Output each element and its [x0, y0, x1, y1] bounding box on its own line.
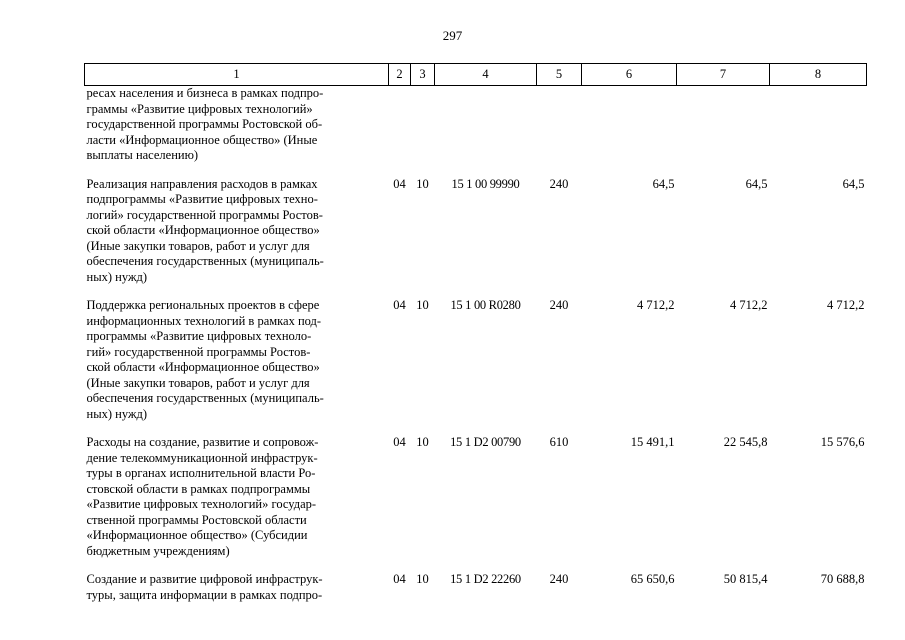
cell-amount-col6: 4 712,2: [637, 298, 675, 312]
cell-expense-type: [537, 86, 582, 172]
description-line: обеспечения государственных (муниципаль-: [86, 391, 324, 405]
column-header-3: 3: [411, 64, 435, 86]
cell-subsection: 10: [416, 298, 429, 312]
table-row: [85, 430, 867, 567]
header-row: [85, 64, 867, 86]
table-row: [85, 567, 867, 611]
cell-amount-col7: [677, 86, 770, 172]
column-header-1: 1: [85, 64, 389, 86]
description-line: дение телекоммуникационной инфраструк-: [86, 450, 318, 465]
cell-target-code: [435, 86, 537, 172]
row-description: [85, 172, 389, 294]
cell-expense-type: 240: [549, 176, 569, 191]
description-line: (Иные закупки товаров, работ и услуг для: [86, 238, 310, 253]
cell-subsection: 10: [416, 176, 429, 191]
column-header-2: 2: [389, 64, 411, 86]
description-line: «Информационное общество» (Субсидии: [86, 528, 308, 542]
description-line: ных) нужд): [86, 269, 148, 284]
description-line: туры, защита информации в рамках подпро-: [86, 587, 323, 602]
cell-subsection: 10: [416, 435, 429, 449]
description-line: Поддержка региональных проектов в сфере: [86, 298, 320, 312]
cell-amount-col8: 4 712,2: [827, 298, 865, 312]
cell-amount-col6: [582, 86, 677, 172]
description-line: программы «Развитие цифровых техноло-: [86, 329, 312, 343]
cell-amount-col8: [770, 86, 867, 172]
cell-expense-type: 240: [549, 572, 569, 586]
cell-section: 04: [393, 298, 406, 312]
description-line: обеспечения государственных (муниципаль-: [86, 254, 324, 268]
cell-amount-col7: 4 712,2: [730, 298, 768, 312]
description-line: ласти «Информационное общество» (Иные: [86, 132, 318, 147]
table-row: [85, 86, 867, 172]
column-header-5: 5: [537, 64, 582, 86]
cell-section: [389, 86, 411, 172]
description-line: (Иные закупки товаров, работ и услуг для: [86, 375, 310, 390]
cell-amount-col6: 15 491,1: [630, 435, 675, 449]
description-line: бюджетным учреждениям): [86, 543, 230, 558]
cell-subsection: [411, 86, 435, 172]
cell-amount-col8: 64,5: [842, 176, 865, 191]
description-line: Расходы на создание, развитие и сопровож-: [86, 435, 319, 449]
description-line: «Развитие цифровых технологий» государ-: [86, 497, 317, 511]
description-line: туры в органах исполнительной власти Ро-: [86, 466, 316, 480]
description-line: граммы «Развитие цифровых технологий»: [86, 101, 313, 116]
description-line: подпрограммы «Развитие цифровых техно-: [86, 192, 318, 206]
page-number: 297: [442, 28, 463, 43]
cell-amount-col6: 64,5: [652, 176, 675, 191]
cell-amount-col7: 50 815,4: [723, 572, 768, 586]
description-line: ской области «Информационное общество»: [86, 223, 320, 237]
description-line: ственной программы Ростовской области: [86, 512, 307, 527]
description-line: информационных технологий в рамках под-: [86, 313, 322, 328]
cell-amount-col6: 65 650,6: [630, 572, 675, 586]
row-description: [85, 293, 389, 430]
description-line: ской области «Информационное общество»: [86, 360, 320, 374]
column-header-8: 8: [770, 64, 867, 86]
cell-target-code: 15 1 D2 00790: [450, 435, 521, 449]
description-line: стовской области в рамках подпрограммы: [86, 481, 311, 496]
cell-expense-type: 610: [549, 435, 569, 449]
table-row: [85, 172, 867, 294]
description-line: выплаты населению): [86, 148, 199, 162]
description-line: Реализация направления расходов в рамках: [86, 176, 318, 191]
cell-amount-col8: 70 688,8: [820, 572, 865, 586]
cell-amount-col8: 15 576,6: [820, 435, 865, 449]
cell-section: 04: [393, 176, 406, 191]
cell-amount-col7: 64,5: [745, 176, 768, 191]
cell-amount-col7: 22 545,8: [723, 435, 768, 449]
description-line: ных) нужд): [86, 406, 148, 421]
description-line: ресах населения и бизнеса в рамках подпро-: [86, 86, 324, 100]
description-line: Создание и развитие цифровой инфраструк-: [86, 572, 323, 586]
cell-subsection: 10: [416, 572, 429, 586]
budget-table: [84, 63, 867, 611]
row-description: [85, 430, 389, 567]
cell-target-code: 15 1 D2 22260: [450, 572, 521, 586]
cell-target-code: 15 1 00 R0280: [450, 298, 521, 312]
cell-section: 04: [393, 572, 406, 586]
description-line: государственной программы Ростовской об-: [86, 117, 323, 131]
row-description: [85, 86, 389, 172]
column-header-7: 7: [677, 64, 770, 86]
cell-expense-type: 240: [549, 298, 569, 312]
row-description: [85, 567, 389, 611]
column-header-4: 4: [435, 64, 537, 86]
description-line: логий» государственной программы Ростов-: [86, 207, 323, 222]
table-row: [85, 293, 867, 430]
cell-target-code: 15 1 00 99990: [451, 176, 520, 191]
description-line: гий» государственной программы Ростов-: [86, 344, 311, 359]
cell-section: 04: [393, 435, 406, 449]
column-header-6: 6: [582, 64, 677, 86]
